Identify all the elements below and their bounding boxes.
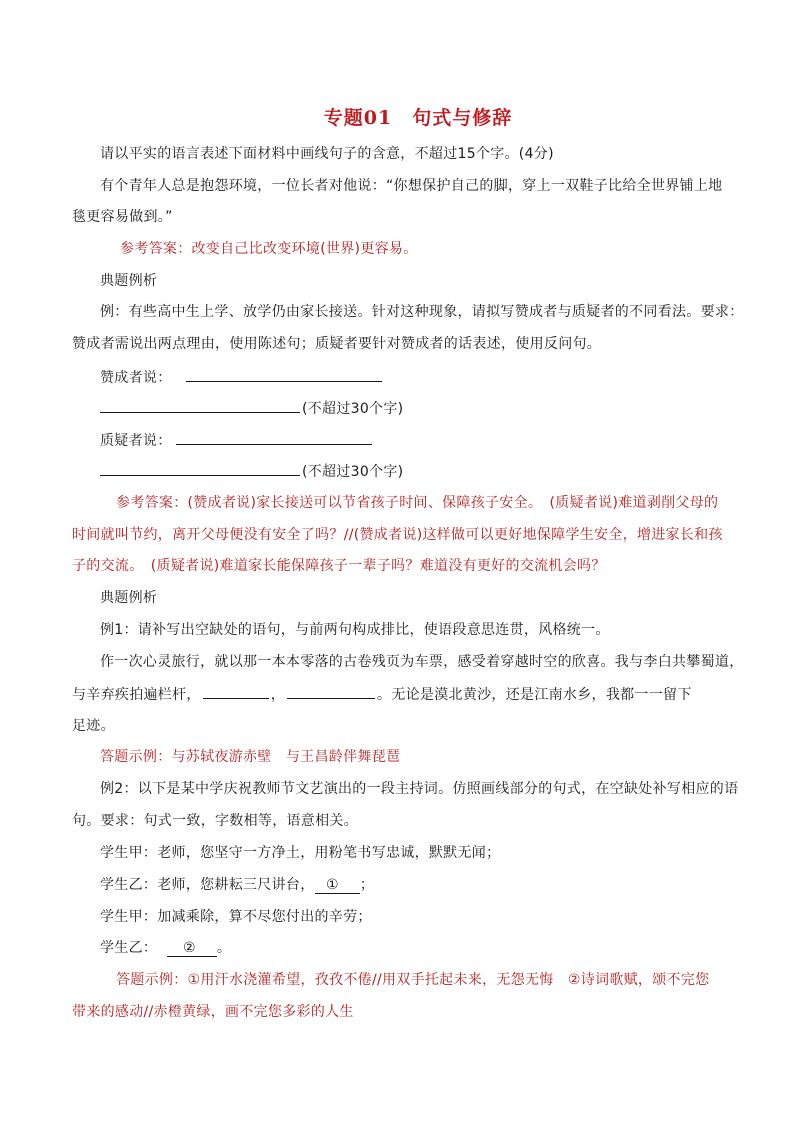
pro-limit: (不超过30个字) — [302, 401, 404, 417]
blank-1[interactable] — [315, 877, 360, 894]
ex2-line1: 例2：以下是某中学庆祝教师节文艺演出的一段主持词。仿照画线部分的句式，在空缺处补写相应的语 — [100, 781, 739, 797]
con-label: 质疑者说： — [100, 433, 172, 449]
ex1-prompt: 例1：请补写出空缺处的语句，与前两句构成排比，使语段意思连贯，风格统一。 — [100, 622, 610, 638]
student-b-line2 — [100, 939, 231, 957]
con-limit-row — [100, 462, 403, 481]
page-title: 专题01 句式与修辞 — [323, 107, 513, 129]
con-answer-blank-2[interactable] — [100, 462, 300, 476]
ex2-answer-line1: 答题示例：①用汗水浇灌希望，孜孜不倦//用双手托起未来，无怨无悔 ②诗词歌赋，颂不完您 — [116, 972, 710, 988]
blank-2[interactable] — [167, 940, 217, 957]
q1-prompt: 请以平实的语言表述下面材料中画线句子的含意，不超过15个字。(4分) — [100, 146, 554, 162]
blank-2-mark: ② — [182, 940, 196, 956]
section1-answer-line2: 时间就叫节约，离开父母便没有安全了吗？//(赞成者说)这样做可以更好地保障学生安全，增进家长和孩 — [72, 527, 723, 543]
ex1-blank-2[interactable] — [287, 685, 375, 699]
student-b1-pre: 学生乙：老师，您耕耘三尺讲台， — [100, 877, 315, 893]
pro-answer-row — [100, 368, 384, 387]
student-b2-pre: 学生乙： — [100, 940, 158, 956]
ex1-line2-post: 。无论是漠北黄沙，还是江南水乡，我都一一留下 — [377, 687, 692, 703]
student-a-line2: 学生甲：加减乘除，算不尽您付出的辛劳； — [100, 909, 372, 925]
q1-material-line2: 毯更容易做到。” — [72, 209, 173, 225]
section1-heading: 典题例析 — [100, 273, 158, 289]
ex1-line2 — [72, 685, 692, 704]
q1-material-line1: 有个青年人总是抱怨环境，一位长者对他说：“你想保护自己的脚，穿上一双鞋子比给全世界铺上地 — [100, 178, 723, 194]
pro-limit-row — [100, 399, 403, 418]
student-b-line1 — [100, 876, 374, 894]
ex1-line3: 足迹。 — [72, 718, 115, 734]
ex1-blank-1[interactable] — [203, 685, 269, 699]
ex2-line2: 句。要求：句式一致，字数相等，语意相关。 — [72, 813, 358, 829]
q1-answer: 参考答案：改变自己比改变环境(世界)更容易。 — [120, 241, 418, 257]
con-answer-blank[interactable] — [176, 431, 372, 445]
section1-answer-line3: 子的交流。 (质疑者说)难道家长能保障孩子一辈子吗？难道没有更好的交流机会吗？ — [72, 558, 606, 574]
pro-answer-blank[interactable] — [186, 368, 382, 382]
student-a-line1: 学生甲：老师，您坚守一方净土，用粉笔书写忠诚，默默无闻； — [100, 845, 501, 861]
pro-label: 赞成者说： — [100, 370, 172, 386]
ex1-line2-mid: ， — [270, 687, 286, 703]
section1-example-line1: 例：有些高中生上学、放学仍由家长接送。针对这种现象，请拟写赞成者与质疑者的不同看法。要求： — [100, 304, 744, 320]
student-b2-post: 。 — [216, 940, 232, 956]
ex1-line2-pre: 与辛弃疾拍遍栏杆， — [72, 687, 201, 703]
blank-1-mark: ① — [326, 877, 339, 893]
section2-heading: 典题例析 — [100, 590, 158, 606]
ex1-answer: 答题示例：与苏轼夜游赤壁 与王昌龄伴舞琵琶 — [100, 749, 401, 765]
con-limit: (不超过30个字) — [302, 464, 404, 480]
ex2-answer-line2: 带来的感动//赤橙黄绿，画不完您多彩的人生 — [72, 1004, 354, 1020]
student-b1-post: ； — [359, 877, 375, 893]
con-answer-row — [100, 431, 374, 450]
section1-example-line2: 赞成者需说出两点理由，使用陈述句；质疑者要针对赞成者的话表述，使用反问句。 — [72, 336, 602, 352]
ex1-line1: 作一次心灵旅行，就以那一本本零落的古卷残页为车票，感受着穿越时空的欣喜。我与李白共攀蜀道， — [100, 654, 744, 670]
section1-answer-line1: 参考答案：(赞成者说)家长接送可以节省孩子时间、保障孩子安全。 (质疑者说)难道剥削父母的 — [116, 495, 719, 511]
pro-answer-blank-2[interactable] — [100, 399, 300, 413]
